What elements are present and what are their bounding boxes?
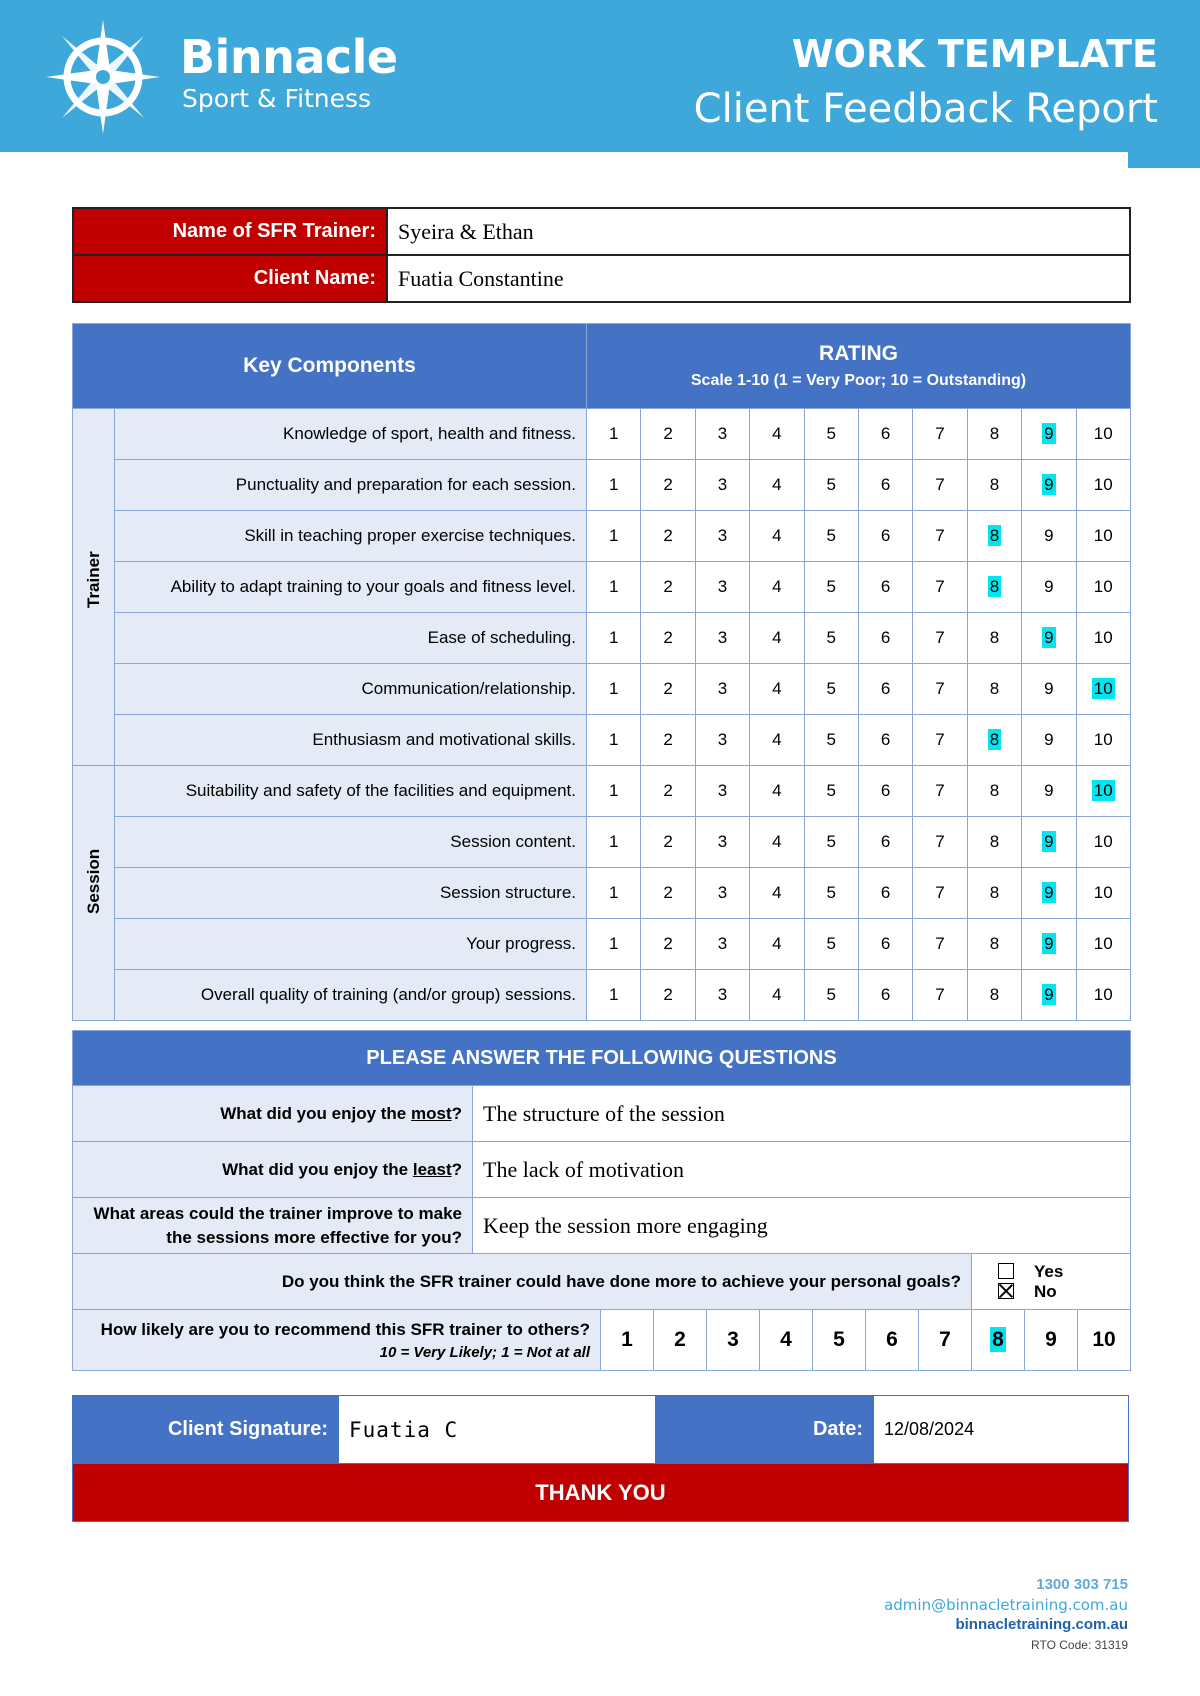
score-option-10[interactable]: 10 bbox=[1076, 970, 1130, 1021]
score-option-10[interactable]: 10 bbox=[1076, 868, 1130, 919]
group-cell-trainer bbox=[73, 409, 115, 766]
score-option-1[interactable]: 1 bbox=[587, 868, 641, 919]
score-option-3[interactable]: 3 bbox=[695, 817, 749, 868]
score-option-1[interactable]: 1 bbox=[587, 562, 641, 613]
score-option-4[interactable]: 4 bbox=[750, 970, 804, 1021]
score-option-4[interactable]: 4 bbox=[750, 766, 804, 817]
score-option-10[interactable]: 10 bbox=[1076, 817, 1130, 868]
score-option-4[interactable]: 4 bbox=[750, 511, 804, 562]
score-option-10[interactable]: 10 bbox=[1076, 664, 1130, 715]
score-option-7[interactable]: 7 bbox=[913, 664, 967, 715]
client-name-field[interactable]: Fuatia Constantine bbox=[387, 255, 1130, 302]
question-most bbox=[73, 1086, 473, 1142]
score-option-5[interactable]: 5 bbox=[804, 511, 858, 562]
rating-row bbox=[73, 613, 1131, 664]
rating-row bbox=[73, 766, 1131, 817]
signature-field[interactable]: Fuatia C bbox=[339, 1396, 656, 1464]
score-option-3[interactable]: 3 bbox=[695, 919, 749, 970]
question-goals: Do you think the SFR trainer could have done more to achieve your personal goals? bbox=[73, 1254, 972, 1310]
score-option-10[interactable]: 10 bbox=[1076, 766, 1130, 817]
score-option-7[interactable]: 7 bbox=[913, 919, 967, 970]
score-option-9[interactable]: 9 bbox=[1022, 613, 1076, 664]
key-components-label: Key Components bbox=[243, 354, 416, 377]
score-option-8[interactable]: 8 bbox=[967, 919, 1021, 970]
score-option-6[interactable]: 6 bbox=[858, 613, 912, 664]
rating-row bbox=[73, 460, 1131, 511]
key-components-header bbox=[73, 324, 587, 409]
score-option-1[interactable]: 1 bbox=[587, 919, 641, 970]
date-field[interactable]: 12/08/2024 bbox=[874, 1396, 1129, 1464]
score-option-1[interactable]: 1 bbox=[587, 766, 641, 817]
answer-improve-field[interactable]: Keep the session more engaging bbox=[473, 1198, 1131, 1254]
score-option-9[interactable]: 9 bbox=[1022, 817, 1076, 868]
question-most-mark: ? bbox=[451, 1103, 462, 1123]
goals-yes-no bbox=[972, 1254, 1131, 1310]
banner-tab bbox=[1128, 152, 1200, 168]
contact-footer bbox=[884, 1575, 1128, 1655]
score-option-10[interactable]: 10 bbox=[1076, 562, 1130, 613]
footer-rto: RTO Code: 31319 bbox=[1031, 1638, 1128, 1652]
questions-table bbox=[72, 1030, 1131, 1371]
trainer-name-field[interactable]: Syeira & Ethan bbox=[387, 208, 1130, 255]
document-title: Client Feedback Report bbox=[693, 86, 1158, 132]
score-option-9[interactable]: 9 bbox=[1022, 409, 1076, 460]
score-option-8[interactable]: 8 bbox=[967, 460, 1021, 511]
score-option-5[interactable]: 5 bbox=[804, 715, 858, 766]
score-option-8[interactable]: 8 bbox=[967, 715, 1021, 766]
score-option-1[interactable]: 1 bbox=[587, 715, 641, 766]
rating-row bbox=[73, 970, 1131, 1021]
component-label: Knowledge of sport, health and fitness. bbox=[115, 409, 587, 460]
rating-row bbox=[73, 817, 1131, 868]
score-option-5[interactable]: 5 bbox=[804, 919, 858, 970]
score-option-8[interactable]: 8 bbox=[967, 409, 1021, 460]
rating-row bbox=[73, 409, 1131, 460]
score-option-7[interactable]: 7 bbox=[913, 766, 967, 817]
questions-heading: PLEASE ANSWER THE FOLLOWING QUESTIONS bbox=[73, 1031, 1131, 1086]
recommend-option-1[interactable]: 1 bbox=[601, 1310, 654, 1371]
score-option-7[interactable]: 7 bbox=[913, 460, 967, 511]
component-label: Overall quality of training (and/or group) sessions. bbox=[115, 970, 587, 1021]
score-option-10[interactable]: 10 bbox=[1076, 613, 1130, 664]
question-least bbox=[73, 1142, 473, 1198]
component-label: Ease of scheduling. bbox=[115, 613, 587, 664]
component-label: Punctuality and preparation for each session. bbox=[115, 460, 587, 511]
score-option-6[interactable]: 6 bbox=[858, 817, 912, 868]
score-option-9[interactable]: 9 bbox=[1022, 511, 1076, 562]
question-recommend-text: How likely are you to recommend this SFR trainer to others? bbox=[100, 1319, 590, 1339]
component-label: Your progress. bbox=[115, 919, 587, 970]
rating-row bbox=[73, 868, 1131, 919]
score-option-10[interactable]: 10 bbox=[1076, 460, 1130, 511]
score-option-3[interactable]: 3 bbox=[695, 868, 749, 919]
score-option-5[interactable]: 5 bbox=[804, 613, 858, 664]
compass-logo-icon bbox=[44, 18, 162, 136]
score-option-1[interactable]: 1 bbox=[587, 511, 641, 562]
score-option-8[interactable]: 8 bbox=[967, 613, 1021, 664]
question-recommend bbox=[73, 1310, 601, 1371]
component-label: Session structure. bbox=[115, 868, 587, 919]
score-option-5[interactable]: 5 bbox=[804, 868, 858, 919]
score-option-5[interactable]: 5 bbox=[804, 409, 858, 460]
no-label: No bbox=[1034, 1281, 1057, 1301]
client-name-label: Client Name: bbox=[73, 255, 387, 302]
question-least-mark: ? bbox=[451, 1159, 462, 1179]
group-cell-session bbox=[73, 766, 115, 1021]
score-option-3[interactable]: 3 bbox=[695, 460, 749, 511]
score-option-5[interactable]: 5 bbox=[804, 460, 858, 511]
score-option-9[interactable]: 9 bbox=[1022, 562, 1076, 613]
score-option-2[interactable]: 2 bbox=[641, 562, 695, 613]
question-most-text: What did you enjoy the bbox=[220, 1103, 411, 1123]
component-label: Skill in teaching proper exercise techniques. bbox=[115, 511, 587, 562]
score-option-5[interactable]: 5 bbox=[804, 562, 858, 613]
question-recommend-scale: 10 = Very Likely; 1 = Not at all bbox=[379, 1343, 590, 1361]
score-option-3[interactable]: 3 bbox=[695, 409, 749, 460]
score-option-1[interactable]: 1 bbox=[587, 970, 641, 1021]
score-option-6[interactable]: 6 bbox=[858, 715, 912, 766]
score-option-4[interactable]: 4 bbox=[750, 817, 804, 868]
score-option-1[interactable]: 1 bbox=[587, 664, 641, 715]
score-option-7[interactable]: 7 bbox=[913, 409, 967, 460]
score-option-5[interactable]: 5 bbox=[804, 664, 858, 715]
header-banner bbox=[0, 0, 1200, 152]
rating-title: RATING bbox=[819, 342, 898, 365]
score-option-9[interactable]: 9 bbox=[1022, 664, 1076, 715]
score-option-8[interactable]: 8 bbox=[967, 562, 1021, 613]
recommend-option-10[interactable]: 10 bbox=[1078, 1310, 1131, 1371]
component-label: Ability to adapt training to your goals and fitness level. bbox=[115, 562, 587, 613]
footer-phone: 1300 303 715 bbox=[1036, 1576, 1128, 1593]
question-most-emphasis: most bbox=[410, 1103, 452, 1123]
score-option-2[interactable]: 2 bbox=[641, 766, 695, 817]
question-least-text: What did you enjoy the bbox=[222, 1159, 413, 1179]
question-least-emphasis: least bbox=[412, 1159, 452, 1179]
score-option-2[interactable]: 2 bbox=[641, 511, 695, 562]
rating-table bbox=[72, 323, 1131, 1021]
score-option-2[interactable]: 2 bbox=[641, 817, 695, 868]
rating-scale: Scale 1-10 (1 = Very Poor; 10 = Outstanding) bbox=[690, 372, 1027, 389]
score-option-10[interactable]: 10 bbox=[1076, 511, 1130, 562]
trainer-name-label: Name of SFR Trainer: bbox=[73, 208, 387, 255]
document-kicker: WORK TEMPLATE bbox=[791, 32, 1158, 76]
score-option-10[interactable]: 10 bbox=[1076, 919, 1130, 970]
footer-website[interactable]: binnacletraining.com.au bbox=[955, 1616, 1128, 1633]
date-label: Date: bbox=[656, 1396, 874, 1464]
score-option-8[interactable]: 8 bbox=[967, 511, 1021, 562]
answer-most-field[interactable]: The structure of the session bbox=[473, 1086, 1131, 1142]
score-option-8[interactable]: 8 bbox=[967, 766, 1021, 817]
score-option-2[interactable]: 2 bbox=[641, 613, 695, 664]
score-option-4[interactable]: 4 bbox=[750, 919, 804, 970]
group-label: Trainer bbox=[84, 551, 103, 608]
score-option-2[interactable]: 2 bbox=[641, 460, 695, 511]
score-option-9[interactable]: 9 bbox=[1022, 919, 1076, 970]
group-label: Session bbox=[84, 848, 103, 914]
score-option-6[interactable]: 6 bbox=[858, 766, 912, 817]
brand-subtitle: Sport & Fitness bbox=[182, 84, 372, 113]
score-option-10[interactable]: 10 bbox=[1076, 715, 1130, 766]
score-option-1[interactable]: 1 bbox=[587, 613, 641, 664]
score-option-7[interactable]: 7 bbox=[913, 817, 967, 868]
rating-row bbox=[73, 562, 1131, 613]
score-option-7[interactable]: 7 bbox=[913, 715, 967, 766]
recommend-option-2[interactable]: 2 bbox=[654, 1310, 707, 1371]
rating-header bbox=[587, 324, 1131, 409]
score-option-2[interactable]: 2 bbox=[641, 715, 695, 766]
recommend-option-8[interactable]: 8 bbox=[972, 1310, 1025, 1371]
rating-row bbox=[73, 715, 1131, 766]
score-option-3[interactable]: 3 bbox=[695, 715, 749, 766]
recommend-option-5[interactable]: 5 bbox=[813, 1310, 866, 1371]
score-option-6[interactable]: 6 bbox=[858, 460, 912, 511]
score-option-4[interactable]: 4 bbox=[750, 715, 804, 766]
rating-body bbox=[73, 409, 1131, 1021]
rating-row bbox=[73, 511, 1131, 562]
recommend-option-4[interactable]: 4 bbox=[760, 1310, 813, 1371]
component-label: Enthusiasm and motivational skills. bbox=[115, 715, 587, 766]
score-option-6[interactable]: 6 bbox=[858, 562, 912, 613]
score-option-6[interactable]: 6 bbox=[858, 409, 912, 460]
score-option-2[interactable]: 2 bbox=[641, 919, 695, 970]
score-option-2[interactable]: 2 bbox=[641, 409, 695, 460]
signature-table bbox=[72, 1395, 1129, 1522]
score-option-2[interactable]: 2 bbox=[641, 664, 695, 715]
signature-label: Client Signature: bbox=[73, 1396, 339, 1464]
score-option-3[interactable]: 3 bbox=[695, 511, 749, 562]
score-option-8[interactable]: 8 bbox=[967, 664, 1021, 715]
score-option-7[interactable]: 7 bbox=[913, 868, 967, 919]
score-option-3[interactable]: 3 bbox=[695, 664, 749, 715]
answer-least-field[interactable]: The lack of motivation bbox=[473, 1142, 1131, 1198]
score-option-1[interactable]: 1 bbox=[587, 817, 641, 868]
score-option-7[interactable]: 7 bbox=[913, 613, 967, 664]
score-option-4[interactable]: 4 bbox=[750, 868, 804, 919]
score-option-5[interactable]: 5 bbox=[804, 970, 858, 1021]
score-option-3[interactable]: 3 bbox=[695, 562, 749, 613]
score-option-7[interactable]: 7 bbox=[913, 562, 967, 613]
component-label: Suitability and safety of the facilities and equipment. bbox=[115, 766, 587, 817]
score-option-2[interactable]: 2 bbox=[641, 970, 695, 1021]
score-option-9[interactable]: 9 bbox=[1022, 970, 1076, 1021]
score-option-8[interactable]: 8 bbox=[967, 817, 1021, 868]
no-checkbox[interactable] bbox=[998, 1283, 1014, 1299]
score-option-6[interactable]: 6 bbox=[858, 970, 912, 1021]
score-option-8[interactable]: 8 bbox=[967, 868, 1021, 919]
name-table bbox=[72, 207, 1131, 303]
score-option-9[interactable]: 9 bbox=[1022, 766, 1076, 817]
footer-email[interactable]: admin@binnacletraining.com.au bbox=[884, 1596, 1128, 1614]
yes-label: Yes bbox=[1034, 1261, 1064, 1281]
score-option-6[interactable]: 6 bbox=[858, 511, 912, 562]
score-option-4[interactable]: 4 bbox=[750, 409, 804, 460]
score-option-10[interactable]: 10 bbox=[1076, 409, 1130, 460]
score-option-4[interactable]: 4 bbox=[750, 562, 804, 613]
score-option-4[interactable]: 4 bbox=[750, 613, 804, 664]
score-option-8[interactable]: 8 bbox=[967, 970, 1021, 1021]
yes-checkbox[interactable] bbox=[998, 1263, 1014, 1279]
score-option-5[interactable]: 5 bbox=[804, 817, 858, 868]
component-label: Session content. bbox=[115, 817, 587, 868]
recommend-option-9[interactable]: 9 bbox=[1025, 1310, 1078, 1371]
score-option-5[interactable]: 5 bbox=[804, 766, 858, 817]
score-option-3[interactable]: 3 bbox=[695, 613, 749, 664]
score-option-2[interactable]: 2 bbox=[641, 868, 695, 919]
recommend-option-6[interactable]: 6 bbox=[866, 1310, 919, 1371]
score-option-1[interactable]: 1 bbox=[587, 409, 641, 460]
recommend-option-3[interactable]: 3 bbox=[707, 1310, 760, 1371]
score-option-4[interactable]: 4 bbox=[750, 460, 804, 511]
score-option-7[interactable]: 7 bbox=[913, 511, 967, 562]
score-option-3[interactable]: 3 bbox=[695, 970, 749, 1021]
score-option-4[interactable]: 4 bbox=[750, 664, 804, 715]
score-option-9[interactable]: 9 bbox=[1022, 868, 1076, 919]
rating-row bbox=[73, 919, 1131, 970]
score-option-6[interactable]: 6 bbox=[858, 868, 912, 919]
component-label: Communication/relationship. bbox=[115, 664, 587, 715]
question-improve: What areas could the trainer improve to make the sessions more effective for you? bbox=[73, 1198, 473, 1254]
score-option-7[interactable]: 7 bbox=[913, 970, 967, 1021]
score-option-9[interactable]: 9 bbox=[1022, 460, 1076, 511]
score-option-1[interactable]: 1 bbox=[587, 460, 641, 511]
score-option-6[interactable]: 6 bbox=[858, 919, 912, 970]
score-option-3[interactable]: 3 bbox=[695, 766, 749, 817]
brand-name: Binnacle bbox=[180, 30, 398, 84]
rating-row bbox=[73, 664, 1131, 715]
recommend-option-7[interactable]: 7 bbox=[919, 1310, 972, 1371]
score-option-9[interactable]: 9 bbox=[1022, 715, 1076, 766]
thank-you-banner: THANK YOU bbox=[73, 1464, 1129, 1522]
score-option-6[interactable]: 6 bbox=[858, 664, 912, 715]
